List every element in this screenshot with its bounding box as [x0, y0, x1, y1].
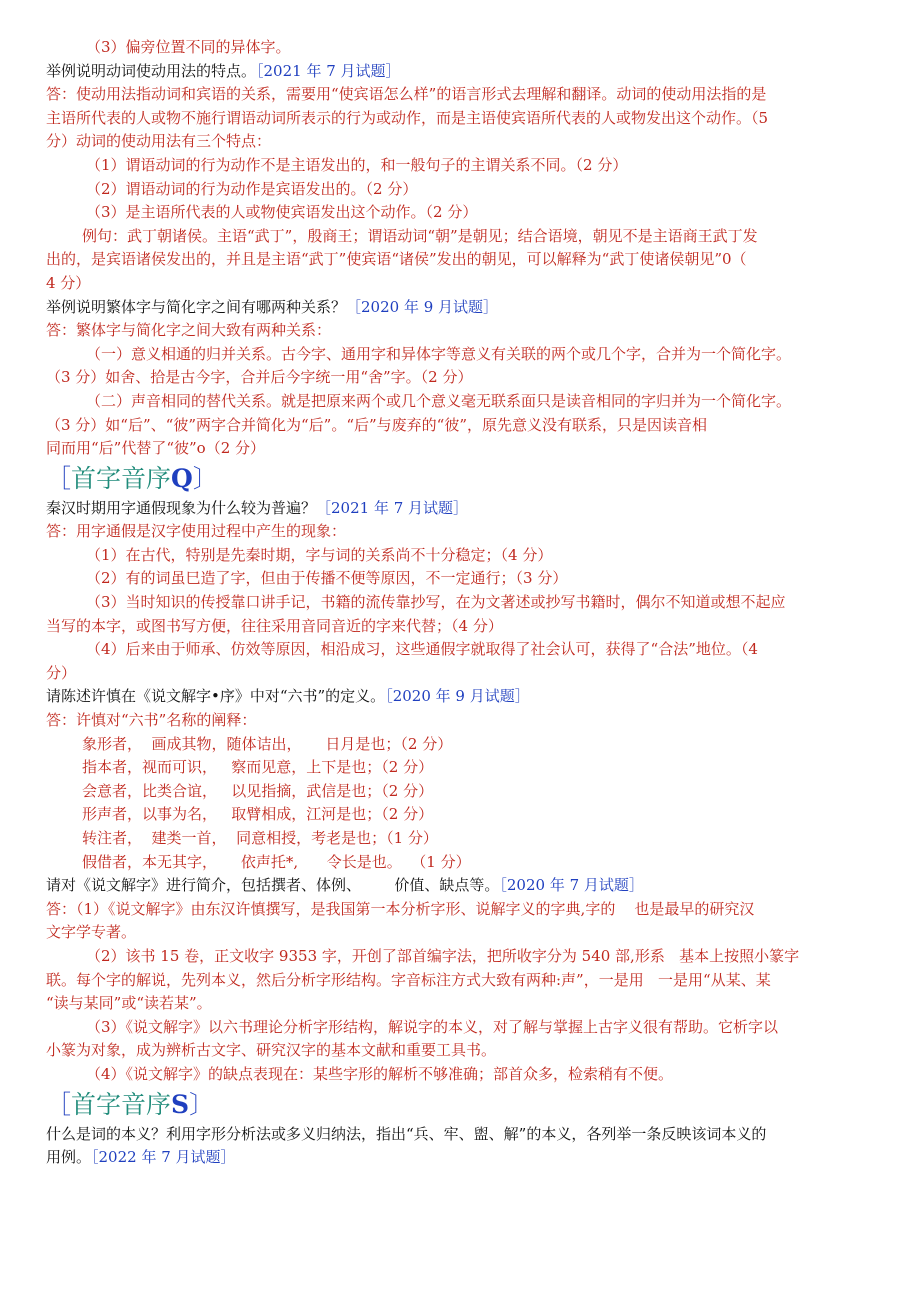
answer-point: （3）当时知识的传授靠口讲手记，书籍的流传靠抄写，在为文著述或抄写书籍时，偶尔不知道或想不起应 — [86, 593, 786, 612]
answer-point: 当写的本字，或图书写方便，往往采用音同音近的字来代替；（4 分） — [46, 616, 503, 635]
heading-bracket-open: ［ — [46, 463, 72, 493]
section-heading-s — [46, 1089, 882, 1121]
question-liushu — [46, 685, 882, 709]
answer-line: 主语所代表的人或物不施行谓语动词所表示的行为或动作，而是主语使宾语所代表的人或物发出这个动作。（5 — [46, 108, 769, 127]
answer-line: （3 分）如舍、拾是古今字，合并后今字统一用“舍”字。（2 分） — [46, 368, 473, 387]
exam-source: ［2021 年 7 月试题］ — [256, 61, 401, 80]
answer-line: 答：（1）《说文解字》由东汉许慎撰写，是我国第一本分析字形、说解字义的字典,字的 也是最早的研究汉 — [46, 899, 755, 918]
question-text: 秦汉时期用字通假现象为什么较为普遍？ — [46, 498, 317, 517]
liushu-row: 象形者， 画成其物，随体诘出， 日月是也；（2 分） — [82, 734, 453, 753]
answer-line: 答：繁体字与简化字之间大致有两种关系： — [46, 321, 332, 340]
answer-line: 答：许慎对“六书”名称的阐释： — [46, 711, 257, 730]
liushu-row: 假借者，本无其字， 依声托*, 令长是也。 （1 分） — [82, 852, 471, 871]
answer-line: 联。每个字的解说，先列本义，然后分析字形结构。字音标注方式大致有两种:声”，一是用 一是用“从某、某 — [46, 970, 771, 989]
question-causative-verbs — [46, 60, 882, 84]
heading-letter: S — [171, 1089, 190, 1119]
answer-point: （1）在古代，特别是先秦时期，字与词的关系尚不十分稳定；（4 分） — [86, 545, 553, 564]
answer-point: （3）是主语所代表的人或物使宾语发出这个动作。（2 分） — [86, 203, 478, 222]
example-line: 例句：武丁朝诸侯。主语“武丁”，殷商王；谓语动词“朝”是朝见；结合语境，朝见不是主语商王武丁发 — [82, 226, 758, 245]
answer-line: （2）该书 15 卷，正文收字 9353 字，开创了部首编字法，把所收字分为 540 部,形系 基本上按照小篆字 — [86, 946, 800, 965]
heading-bracket-close: 〕 — [189, 1089, 215, 1119]
question-text: 请陈述许慎在《说文解字•序》中对“六书”的定义。 — [46, 687, 386, 706]
answer-line: （一）意义相通的归并关系。古今字、通用字和异体字等意义有关联的两个或几个字，合并为一个简化字。 — [86, 344, 792, 363]
heading-text: 首字音序 — [71, 1089, 172, 1119]
answer-line: （3）偏旁位置不同的异体字。 — [86, 38, 291, 56]
heading-letter: Q — [171, 463, 193, 493]
answer-point: （1）谓语动词的行为动作不是主语发出的，和一般句子的主谓关系不同。（2 分） — [86, 155, 628, 174]
answer-line: “读与某同”或“读若某”。 — [46, 994, 212, 1013]
exam-source: ［2020 年 9 月试题］ — [346, 297, 499, 316]
answer-line: 小篆为对象，成为辨析古文字、研究汉字的基本文献和重要工具书。 — [46, 1041, 497, 1060]
answer-line: 答：使动用法指动词和宾语的关系，需要用“使宾语怎么样”的语言形式去理解和翻译。动词的使动用法指的是 — [46, 85, 767, 104]
heading-text: 首字音序 — [71, 463, 172, 493]
liushu-row: 会意者，比类合谊， 以见指摘，武信是也；（2 分） — [82, 781, 434, 800]
example-line: 出的，是宾语诸侯发出的，并且是主语“武丁”使宾语“诸侯”发出的朝见，可以解释为“武丁使诸侯朝见”0（ — [46, 250, 747, 269]
section-heading-q — [46, 463, 882, 495]
question-shuowen — [46, 874, 882, 898]
answer-point: （2）有的词虽巳造了字，但由于传播不便等原因，不一定通行；（3 分） — [86, 569, 568, 588]
exam-source: ［2022 年 7 月试题］ — [91, 1148, 236, 1167]
answer-point: （2）谓语动词的行为动作是宾语发出的。（2 分） — [86, 179, 418, 198]
answer-line: 分）动词的使动用法有三个特点： — [46, 132, 272, 151]
answer-line: 同而用“后”代替了“彼”o（2 分） — [46, 439, 266, 458]
question-text: 举例说明繁体字与简化字之间有哪两种关系？ — [46, 297, 347, 316]
example-line: 4 分） — [46, 273, 91, 292]
answer-line: （二）声音相同的替代关系。就是把原来两个或几个意义毫无联系面只是读音相同的字归并为一个简化字。 — [86, 391, 792, 410]
answer-line: 答：用字通假是汉字使用过程中产生的现象： — [46, 522, 347, 541]
answer-line: （3 分）如“后”、“彼”两字合并简化为“后”。“后”与废弃的“彼”，原先意义没有联系，只是因读音相 — [46, 415, 708, 434]
question-tongjia — [46, 497, 882, 521]
exam-source: ［2020 年 9 月试题］ — [385, 687, 530, 706]
answer-line: 文字学专著。 — [46, 923, 137, 942]
heading-bracket-open: ［ — [46, 1089, 72, 1119]
question-traditional-simplified — [46, 296, 882, 320]
question-text: 用例。 — [46, 1148, 92, 1167]
answer-line: （3）《说文解字》以六书理论分析字形结构，解说字的本义，对了解与掌握上古字义很有帮助。它析字以 — [86, 1017, 779, 1036]
answer-point: （4）后来由于师承、仿效等原因，相沿成习，这些通假字就取得了社会认可，获得了“合法”地位。（4 — [86, 640, 758, 659]
question-text: 举例说明动词使动用法的特点。 — [46, 61, 257, 80]
heading-bracket-close: 〕 — [192, 463, 218, 493]
exam-source: ［2020 年 7 月试题］ — [499, 876, 644, 895]
exam-source: ［2021 年 7 月试题］ — [316, 498, 469, 517]
question-word-meaning: 什么是词的本义？利用字形分析法或多义归纳法，指出“兵、牢、盥、解”的本义，各列举一条反映该词本义的 — [46, 1124, 767, 1143]
liushu-row: 转注者， 建类一首， 同意相授，考老是也；（1 分） — [82, 829, 438, 847]
question-text: 请对《说文解字》进行简介，包括撰者、体例、 价值、缺点等。 — [46, 876, 500, 895]
question-word-meaning-cont — [46, 1146, 882, 1170]
liushu-row: 指本者，视而可识， 察而见意，上下是也；（2 分） — [82, 758, 434, 777]
answer-point: 分） — [46, 663, 77, 682]
liushu-row: 形声者，以事为名， 取臂相成，江河是也；（2 分） — [82, 805, 434, 824]
answer-line: （4）《说文解字》的缺点表现在：某些字形的解析不够准确；部首众多，检索稍有不便。 — [86, 1064, 674, 1083]
